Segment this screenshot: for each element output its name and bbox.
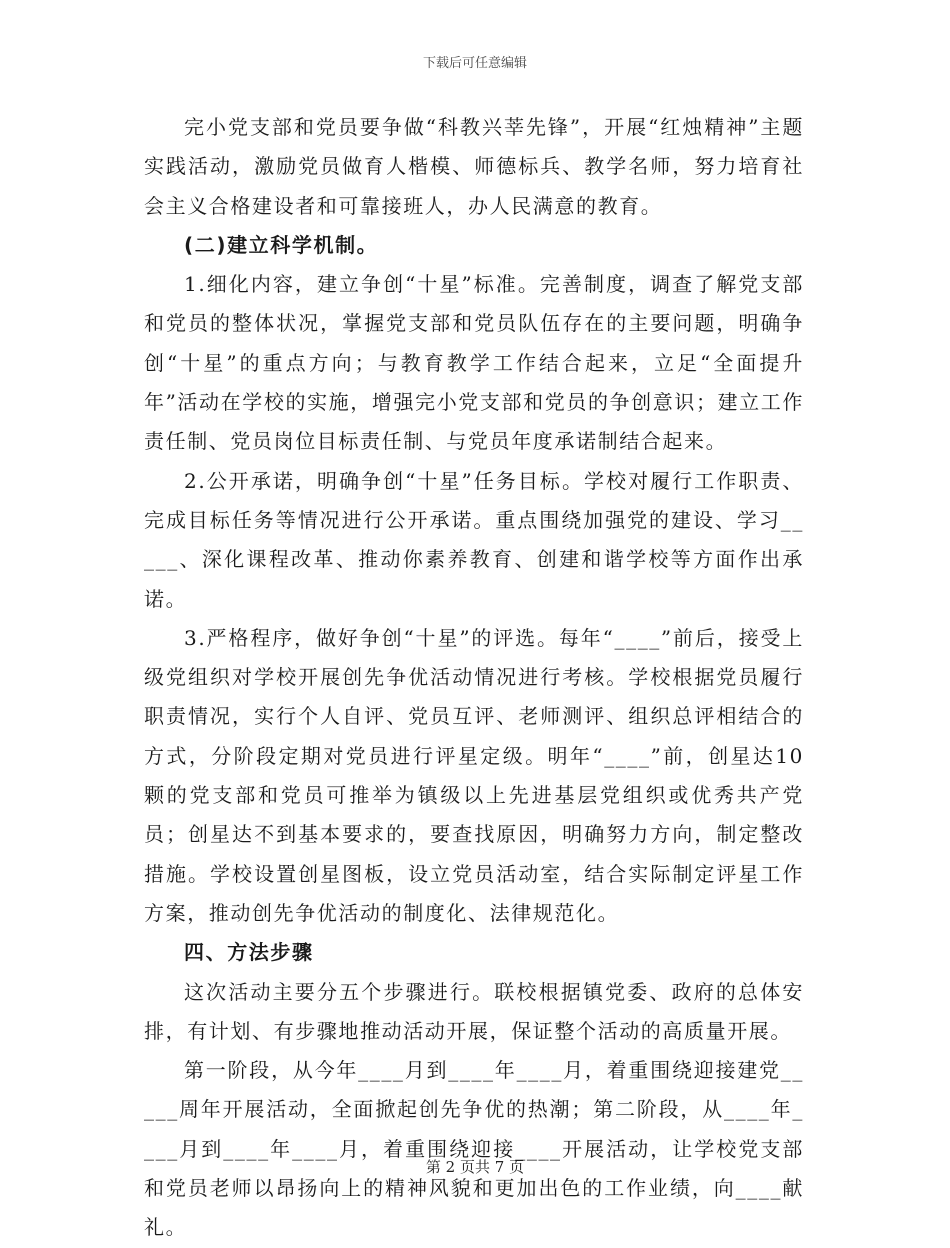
page-footer: 第 2 页共 7 页 — [425, 1158, 525, 1176]
section-heading-mechanism: (二)建立科学机制。 — [184, 232, 379, 257]
paragraph-item-1: 1.细化内容，建立争创“十星”标准。完善制度，调查了解党支部和党员的整体状况，掌握党支部和党员队伍存在的主要问题，明确争创“十星”的重点方向；与教育教学工作结合起来，立足“全面提升年”活动在学校的实施，增强完小党支部和党员的争创意识；建立工作责任制、党员岗位目标责任制、与党员年度承诺制结合起来。 — [144, 272, 804, 454]
document-body — [144, 108, 804, 1248]
paragraph-item-2: 2.公开承诺，明确争创“十星”任务目标。学校对履行工作职责、完成目标任务等情况进行公开承诺。重点围绕加强党的建设、学习_____、深化课程改革、推动你素养教育、创建和谐学校等方面作出承诺。 — [144, 468, 804, 611]
paragraph-stages: 第一阶段，从今年____月到____年____月，着重围绕迎接建党_____周年开展活动，全面掀起创先争优的热潮；第二阶段，从____年____月到____年____月，着重围绕迎接____开展活动，让学校党支部和党员老师以昂扬向上的精神风貌和更加出色的工作业绩，向____献礼。 — [144, 1058, 804, 1240]
section-heading-steps: 四、方法步骤 — [184, 940, 314, 965]
paragraph-item-3: 3.严格程序，做好争创“十星”的评选。每年“____”前后，接受上级党组织对学校开展创先争优活动情况进行考核。学校根据党员履行职责情况，实行个人自评、党员互评、老师测评、组织总评相结合的方式，分阶段定期对党员进行评星定级。明年“____”前，创星达10颗的党支部和党员可推举为镇级以上先进基层党组织或优秀共产党员；创星达不到基本要求的，要查找原因，明确努力方向，制定整改措施。学校设置创星图板，设立党员活动室，结合实际制定评星工作方案，推动创先争优活动的制度化、法律规范化。 — [144, 625, 804, 925]
paragraph-steps-intro: 这次活动主要分五个步骤进行。联校根据镇党委、政府的总体安排，有计划、有步骤地推动活动开展，保证整个活动的高质量开展。 — [144, 979, 804, 1043]
paragraph-intro: 完小党支部和党员要争做“科教兴莘先锋”，开展“红烛精神”主题实践活动，激励党员做育人楷模、师德标兵、教学名师，努力培育社会主义合格建设者和可靠接班人，办人民满意的教育。 — [144, 115, 804, 218]
page-header: 下载后可任意编辑 — [422, 56, 527, 71]
